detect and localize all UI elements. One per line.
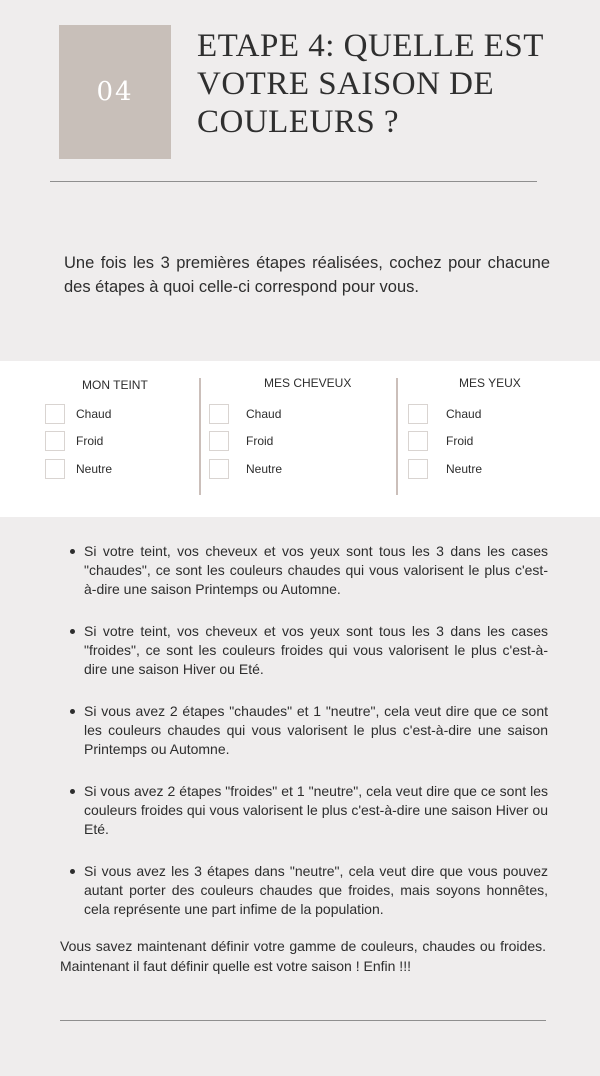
checkbox-box[interactable] bbox=[45, 431, 65, 451]
checklist-panel bbox=[0, 361, 600, 517]
checkbox-label: Neutre bbox=[246, 462, 283, 476]
column-title-yeux: MES YEUX bbox=[459, 376, 521, 390]
checkbox-label: Froid bbox=[446, 434, 474, 448]
checkbox-box[interactable] bbox=[209, 459, 229, 479]
list-item: Si vous avez les 3 étapes dans "neutre", cela veut dire que vous pouvez autant porter des couleurs chaudes que froides, mais soyons honnêtes, cela représente une part infime de la population. bbox=[70, 862, 548, 919]
checkbox-box[interactable] bbox=[45, 459, 65, 479]
checkbox-teint-chaud[interactable] bbox=[45, 404, 111, 424]
intro-text: Une fois les 3 premières étapes réalisées, cochez pour chacune des étapes à quoi celle-ci correspond pour vous. bbox=[64, 254, 550, 296]
list-item: Si votre teint, vos cheveux et vos yeux sont tous les 3 dans les cases "chaudes", ce sont les couleurs chaudes qui vous valorisent le plus c'est-à-dire une saison Printemps ou Automne. bbox=[70, 542, 548, 599]
checkbox-yeux-chaud[interactable] bbox=[408, 404, 481, 424]
page-title: ETAPE 4: QUELLE EST VOTRE SAISON DE COULEURS ? bbox=[197, 28, 544, 140]
list-item: Si vous avez 2 étapes "froides" et 1 "neutre", cela veut dire que ce sont les couleurs froides qui vous valorisent le plus c'est-à-dire une saison Hiver ou Eté. bbox=[70, 782, 548, 839]
checkbox-label: Froid bbox=[246, 434, 274, 448]
checkbox-box[interactable] bbox=[408, 431, 428, 451]
column-title-cheveux: MES CHEVEUX bbox=[264, 376, 352, 390]
checkbox-yeux-froid[interactable] bbox=[408, 431, 473, 451]
checkbox-label: Froid bbox=[76, 434, 104, 448]
checkbox-yeux-neutre[interactable] bbox=[408, 459, 482, 479]
checkbox-label: Chaud bbox=[246, 407, 282, 421]
closing-text: Vous savez maintenant définir votre gamme de couleurs, chaudes ou froides. Maintenant il faut définir quelle est votre saison ! Enfin !!! bbox=[60, 938, 546, 974]
list-item: Si votre teint, vos cheveux et vos yeux sont tous les 3 dans les cases "froides", ce sont les couleurs froides qui vous valorisent le plus c'est-à-dire une saison Hiver ou Eté. bbox=[70, 622, 548, 679]
checkbox-cheveux-froid[interactable] bbox=[209, 431, 273, 451]
checkbox-box[interactable] bbox=[209, 431, 229, 451]
checkbox-label: Neutre bbox=[446, 462, 483, 476]
top-divider bbox=[50, 181, 537, 182]
bottom-divider bbox=[60, 1020, 546, 1021]
column-divider bbox=[199, 378, 201, 495]
checkbox-cheveux-chaud[interactable] bbox=[209, 404, 281, 424]
checkbox-teint-neutre[interactable] bbox=[45, 459, 112, 479]
checkbox-label: Neutre bbox=[76, 462, 113, 476]
checkbox-box[interactable] bbox=[45, 404, 65, 424]
checkbox-box[interactable] bbox=[408, 459, 428, 479]
checkbox-box[interactable] bbox=[408, 404, 428, 424]
checkbox-box[interactable] bbox=[209, 404, 229, 424]
list-item: Si vous avez 2 étapes "chaudes" et 1 "neutre", cela veut dire que ce sont les couleurs chaudes qui vous valorisent le plus c'est-à-dire une saison Printemps ou Automne. bbox=[70, 702, 548, 759]
step-number-badge bbox=[59, 25, 171, 159]
explanation-list bbox=[70, 542, 548, 942]
column-title-teint: MON TEINT bbox=[82, 378, 148, 392]
step-number: 04 bbox=[96, 77, 134, 107]
checkbox-label: Chaud bbox=[446, 407, 482, 421]
column-divider bbox=[396, 378, 398, 495]
checkbox-label: Chaud bbox=[76, 407, 112, 421]
checkbox-cheveux-neutre[interactable] bbox=[209, 459, 282, 479]
checkbox-teint-froid[interactable] bbox=[45, 431, 103, 451]
